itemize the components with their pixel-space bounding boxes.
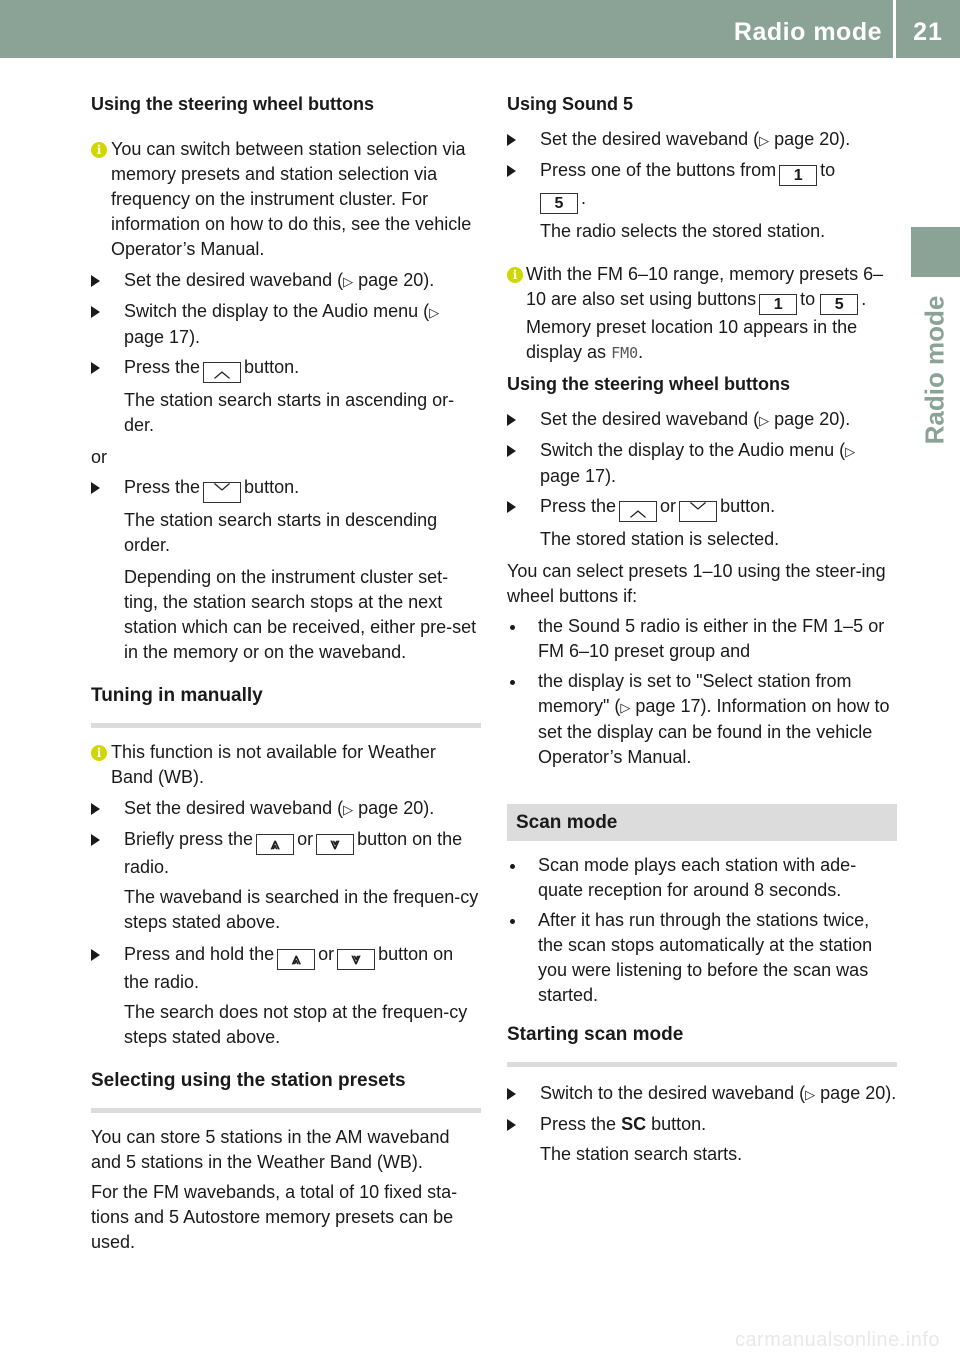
info-text: You can switch between station selection via memory presets and station selection via frequency on the instrument cluster. For information on how to do this, see the vehicle Operator’s Manual.: [111, 139, 472, 259]
step-arrow-icon: [507, 501, 516, 513]
info-icon: i: [91, 745, 107, 761]
heading-using-sound-5: Using Sound 5: [507, 94, 633, 114]
preset-5-button-icon: 5: [820, 294, 858, 315]
seek-down-button-icon: ⩔: [316, 834, 354, 855]
page-ref-icon: ▷: [429, 305, 440, 320]
step: Press and hold the ⩓ or ⩔ button on the radio.: [91, 942, 481, 995]
step-arrow-icon: [91, 306, 100, 318]
step-result: Depending on the instrument cluster set-ting, the station search stops at the next station which can be received, either pre-set in the memory or on the waveband.: [124, 567, 477, 662]
page-ref-icon: ▷: [759, 413, 770, 428]
page-ref-icon: ▷: [845, 444, 856, 459]
bullet-item: the display is set to "Select station from memory" (▷ page 17). Information on how to set the display can be found in the vehicle Operator’s Manual.: [507, 669, 897, 770]
bullet-item: After it has run through the stations twice, the scan stops automatically at the station you were listening to before the scan was started.: [507, 908, 897, 1008]
step: Set the desired waveband (▷ page 20).: [507, 127, 897, 153]
step-arrow-icon: [91, 482, 100, 494]
info-note: [91, 740, 481, 790]
step-arrow-icon: [91, 803, 100, 815]
preset-1-button-icon: 1: [779, 165, 817, 186]
preset-5-button-icon: 5: [540, 193, 578, 214]
page-ref-icon: ▷: [620, 700, 631, 715]
right-column: [507, 92, 897, 1174]
step-arrow-icon: [91, 834, 100, 846]
step-arrow-icon: [91, 362, 100, 374]
or-text: or: [91, 447, 108, 467]
seek-up-button-icon: ⩓: [256, 834, 294, 855]
bullet-icon: [510, 864, 515, 869]
step-arrow-icon: [507, 1119, 516, 1131]
bullet-icon: [510, 919, 515, 924]
step: Set the desired waveband (▷ page 20).: [507, 407, 897, 433]
bullet-item: the Sound 5 radio is either in the FM 1–5 or FM 6–10 preset group and: [507, 614, 897, 664]
page-number: 21: [913, 18, 943, 46]
info-icon: i: [507, 267, 523, 283]
left-column: [91, 92, 481, 1260]
step: Switch the display to the Audio menu (▷ page 17).: [91, 299, 481, 350]
paragraph: For the FM wavebands, a total of 10 fixed sta-tions and 5 Autostore memory presets can be used.: [91, 1182, 458, 1252]
down-button-icon: ﹀: [679, 501, 717, 522]
seek-up-button-icon: ⩓: [277, 949, 315, 970]
step-result: The stored station is selected.: [540, 529, 780, 549]
page-ref-icon: ▷: [343, 802, 354, 817]
step: Briefly press the ⩓ or ⩔ button on the radio.: [91, 827, 481, 880]
display-code: FM0: [611, 344, 639, 362]
step: Press the ﹀ button.: [91, 475, 481, 503]
heading-steering-wheel: Using the steering wheel buttons: [507, 374, 791, 394]
heading-tuning-manually: Tuning in manually: [91, 683, 481, 716]
step-arrow-icon: [507, 165, 516, 177]
step-result: The station search starts.: [540, 1144, 743, 1164]
page-ref-icon: ▷: [343, 274, 354, 289]
step-arrow-icon: [91, 949, 100, 961]
side-tab-marker: [911, 227, 960, 277]
info-text: This function is not available for Weather Band (WB).: [111, 742, 436, 787]
page-section-title: Radio mode: [733, 18, 882, 46]
sc-button-label: SC: [621, 1114, 647, 1134]
step-arrow-icon: [507, 445, 516, 457]
step-result: The station search starts in descending order.: [124, 510, 438, 555]
preset-1-button-icon: 1: [759, 294, 797, 315]
page-ref-icon: ▷: [805, 1087, 816, 1102]
step-arrow-icon: [507, 414, 516, 426]
step: Set the desired waveband (▷ page 20).: [91, 796, 481, 822]
heading-starting-scan-mode: Starting scan mode: [507, 1022, 897, 1055]
up-button-icon: ︿: [619, 501, 657, 522]
page-ref-icon: ▷: [759, 133, 770, 148]
info-note: i With the FM 6–10 range, memory presets 6–10 are also set using buttons 1 to 5 . Memory preset location 10 appears in the display as FM0.: [507, 262, 897, 366]
step: Press the SC button.: [507, 1112, 897, 1137]
step-result: The radio selects the stored station.: [540, 221, 826, 241]
seek-down-button-icon: ⩔: [337, 949, 375, 970]
heading-steering-wheel: Using the steering wheel buttons: [91, 94, 375, 114]
step-result: The waveband is searched in the frequen-cy steps stated above.: [124, 887, 479, 932]
step: Switch the display to the Audio menu (▷ page 17).: [507, 438, 897, 489]
info-icon: i: [91, 142, 107, 158]
step: Press one of the buttons from 1 to 5 .: [507, 158, 897, 214]
bullet-item: Scan mode plays each station with ade-quate reception for around 8 seconds.: [507, 853, 897, 903]
bullet-icon: [510, 680, 515, 685]
step-arrow-icon: [507, 134, 516, 146]
paragraph: You can select presets 1–10 using the steer-ing wheel buttons if:: [507, 561, 886, 606]
step-arrow-icon: [91, 275, 100, 287]
bullet-icon: [510, 625, 515, 630]
up-button-icon: ︿: [203, 362, 241, 383]
side-tab: [912, 280, 958, 460]
step-result: The station search starts in ascending or-der.: [124, 390, 455, 435]
paragraph: You can store 5 stations in the AM waveband and 5 stations in the Weather Band (WB).: [91, 1127, 450, 1172]
down-button-icon: ﹀: [203, 482, 241, 503]
side-tab-label: Radio mode: [919, 295, 950, 445]
step-result: The search does not stop at the frequen-cy steps stated above.: [124, 1002, 468, 1047]
step: Set the desired waveband (▷ page 20).: [91, 268, 481, 294]
step: Switch to the desired waveband (▷ page 20).: [507, 1081, 897, 1107]
heading-scan-mode: Scan mode: [507, 804, 897, 841]
info-note: [91, 137, 481, 262]
watermark: carmanualsonline.info: [734, 1329, 940, 1351]
step: Press the ︿ or ﹀ button.: [507, 494, 897, 522]
step-arrow-icon: [507, 1088, 516, 1100]
heading-station-presets: Selecting using the station presets: [91, 1068, 481, 1101]
step: Press the ︿ button.: [91, 355, 481, 383]
